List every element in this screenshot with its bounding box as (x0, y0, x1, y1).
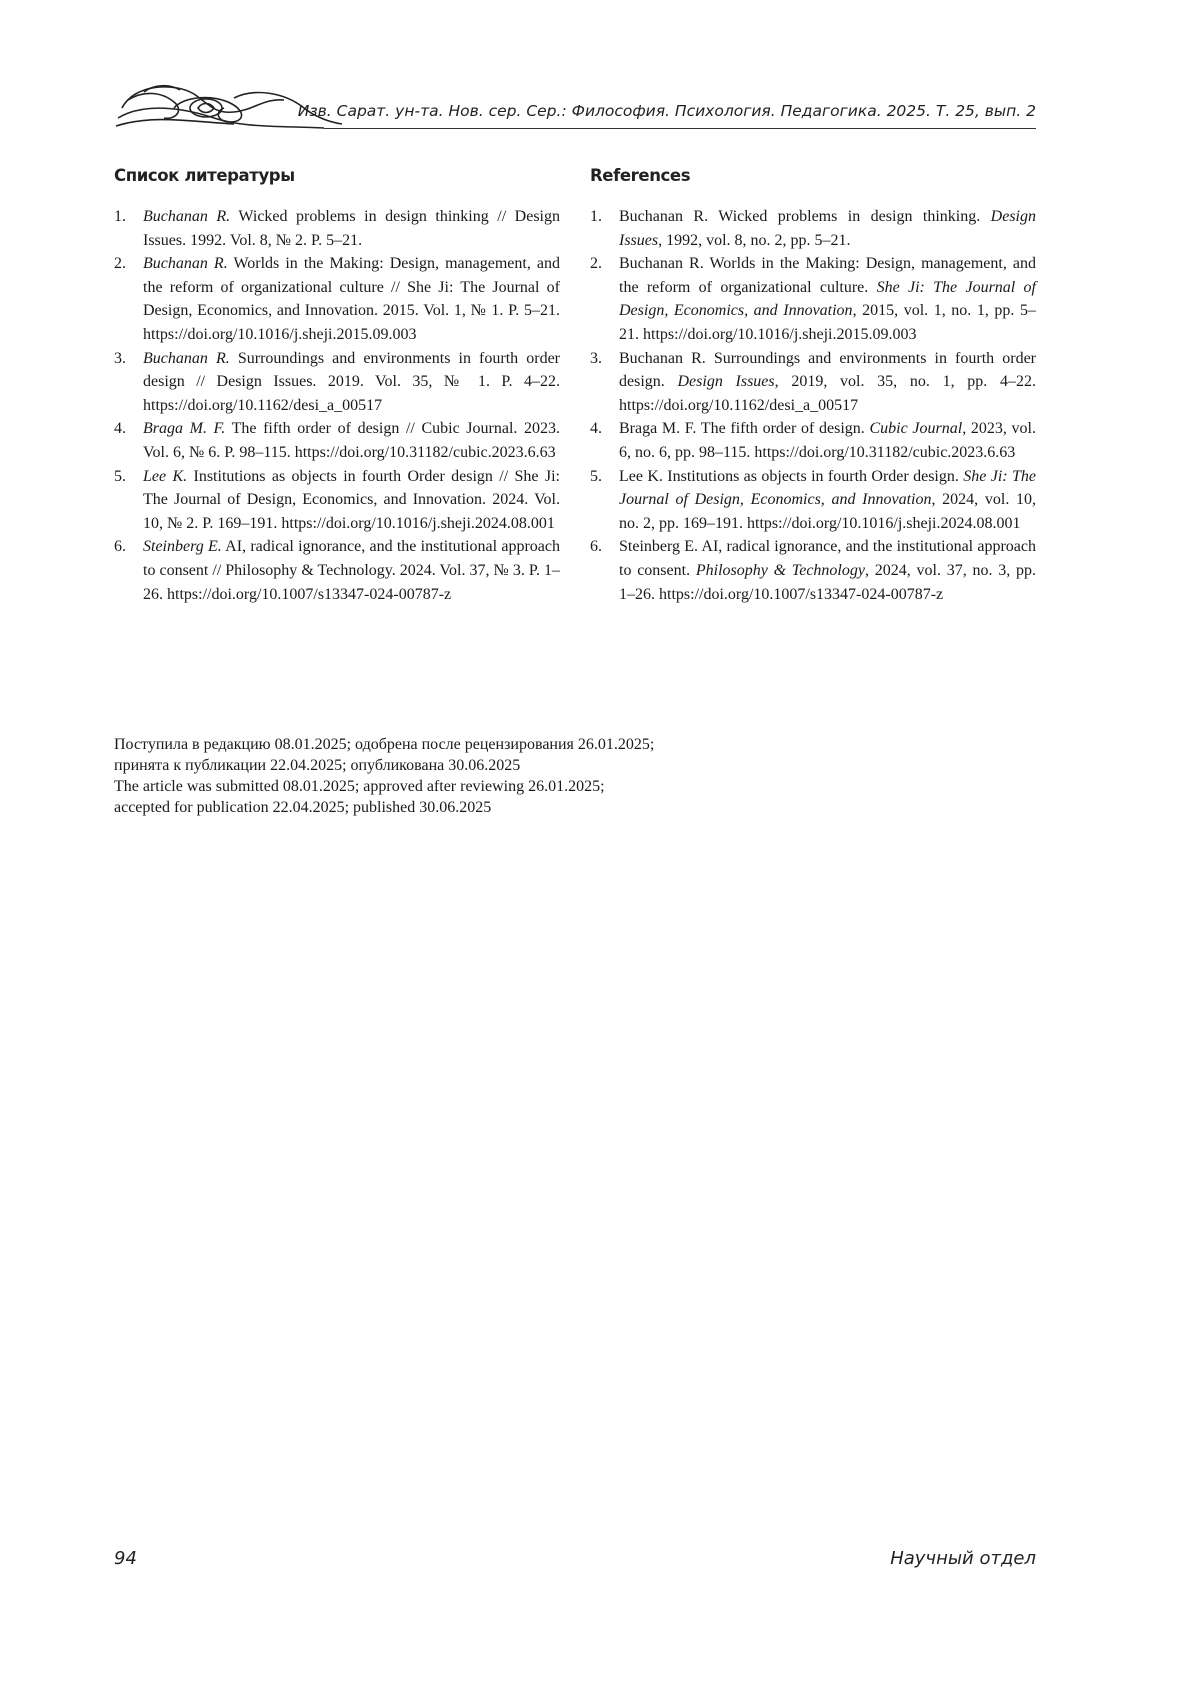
references-en-heading: References (590, 166, 691, 185)
list-item: 5. Lee K. Institutions as objects in fourth Order design // She Ji: The Journal of Design, Economics, and Innovation. 2024. Vol. 10, № 2. P. 169–191. https://doi.org/10.1016/j.sheji.2024.08.001 (114, 467, 561, 532)
list-item: 6. Steinberg E. AI, radical ignorance, and the institutional approach to consent // Philosophy & Technology. 2024. Vol. 37, № 3. P. 1–26. https://doi.org/10.1007/s13347-024-00787-z (114, 538, 561, 603)
references-ru (114, 166, 560, 606)
running-header (114, 78, 1036, 136)
list-item: 1. Buchanan R. Wicked problems in design thinking. Design Issues, 1992, vol. 8, no. 2, pp. 5–21. (590, 208, 1036, 249)
list-item: 2. Buchanan R. Worlds in the Making: Design, management, and the reform of organizational culture // She Ji: The Journal of Design, Economics, and Innovation. 2015. Vol. 1, № 1. P. 5–21. https://doi.org/10.1016/j.sheji.2015.09.003 (114, 255, 560, 343)
list-item: 2. Buchanan R. Worlds in the Making: Design, management, and the reform of organizational culture. She Ji: The Journal of Design, Economics, and Innovation, 2015, vol. 1, no. 1, pp. 5–21. https://doi.org/10.1016/j.sheji.2015.09.003 (590, 255, 1036, 343)
list-item: 6. Steinberg E. AI, radical ignorance, and the institutional approach to consent. Philosophy & Technology, 2024, vol. 37, no. 3, pp. 1–26. https://doi.org/10.1007/s13347-024-00787-z (590, 538, 1036, 603)
references-ru-heading: Список литературы (114, 166, 295, 185)
header-rule (324, 128, 1036, 129)
list-item: 4. Braga M. F. The fifth order of design. Cubic Journal, 2023, vol. 6, no. 6, pp. 98–115. https://doi.org/10.31182/cubic.2023.6.63 (590, 420, 1036, 461)
section-name: Научный отдел (890, 1548, 1036, 1569)
list-item: 3. Buchanan R. Surroundings and environments in fourth order design // Design Issues. 2019. Vol. 35, № 1. P. 4–22. https://doi.org/10.1162/desi_a_00517 (114, 349, 560, 414)
references-en-list (590, 205, 1036, 606)
references-ru-list (114, 205, 560, 606)
history-line-en-2: accepted for publication 22.04.2025; published 30.06.2025 (114, 799, 492, 816)
history-line-ru-1: Поступила в редакцию 08.01.2025; одобрена после рецензирования 26.01.2025; (114, 736, 655, 753)
list-item: 4. Braga M. F. The fifth order of design // Cubic Journal. 2023. Vol. 6, № 6. P. 98–115. https://doi.org/10.31182/cubic.2023.6.63 (114, 420, 561, 461)
list-item: 3. Buchanan R. Surroundings and environments in fourth order design. Design Issues, 2019, vol. 35, no. 1, pp. 4–22. https://doi.org/10.1162/desi_a_00517 (590, 349, 1036, 414)
page-number: 94 (114, 1548, 137, 1569)
list-item: 1. Buchanan R. Wicked problems in design thinking // Design Issues. 1992. Vol. 8, № 2. P. 5–21. (114, 208, 561, 249)
article-history (114, 734, 1014, 818)
history-line-ru-2: принята к публикации 22.04.2025; опубликована 30.06.2025 (114, 757, 521, 774)
journal-title: Изв. Сарат. ун-та. Нов. сер. Сер.: Философия. Психология. Педагогика. 2025. Т. 25, вып. 2 (297, 102, 1036, 120)
list-item: 5. Lee K. Institutions as objects in fourth Order design. She Ji: The Journal of Design, Economics, and Innovation, 2024, vol. 10, no. 2, pp. 169–191. https://doi.org/10.1016/j.sheji.2024.08.001 (590, 467, 1036, 532)
history-line-en-1: The article was submitted 08.01.2025; approved after reviewing 26.01.2025; (114, 778, 605, 795)
references-en (590, 166, 1036, 606)
